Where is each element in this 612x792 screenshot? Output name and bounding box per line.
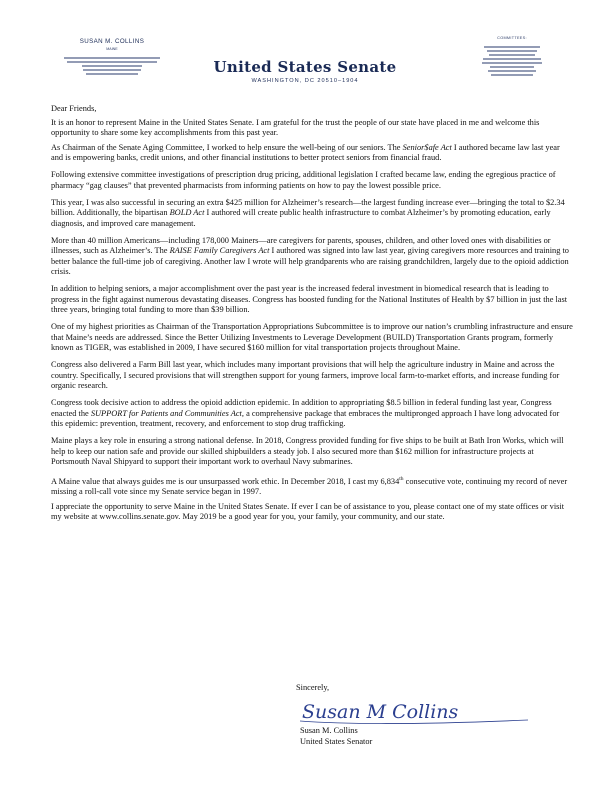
paragraph-text: A Maine value that always guides me is our unsurpassed work ethic. In December 2018, I cast my 6,834 <box>51 477 400 487</box>
paragraph-text: I authored will create public health infrastructure to combat Alzheimer’s by promoting education, early diagnosis, and improved care management. <box>51 208 551 228</box>
paragraph-text: I authored was signed into law last year, giving caregivers more resources and training to better balance the full-time job of caregiving. Another law I wrote will help grandparents who are raising grandchildren, largely due to the opioid addiction crisis. <box>51 246 569 276</box>
paragraph-work-ethic <box>51 474 573 497</box>
paragraph-alzheimers <box>51 198 573 229</box>
paragraph-text: More than 40 million Americans—including 178,000 Mainers—are caregivers for parents, spouses, children, and other loved ones with disabilities or illnesses, such as Alzheimer’s. The <box>51 236 551 256</box>
act-name: SUPPORT for Patients and Communities Act <box>90 408 242 418</box>
office-addresses-illegible <box>52 57 172 75</box>
paragraph-text: As Chairman of the Senate Aging Committee, I worked to help ensure the well-being of our seniors. The <box>51 142 403 152</box>
letter-body <box>51 104 573 529</box>
paragraph-farm-bill: Congress also delivered a Farm Bill last year, which includes many important provisions that will help the agriculture industry in Maine and across the country. Specifically, I secured provisions that will strengthen support for young farmers, improve local farm-to-market efforts, and increase funding for organic research. <box>51 360 560 390</box>
paragraph-closing-remarks: I appreciate the opportunity to serve Maine in the United States Senate. If ever I can be of assistance to you, please contact one of my state offices or visit my website at www.collins.senate.gov. May 2019 be a good year for you, your family, your community, and our state. <box>51 501 565 521</box>
salutation: Dear Friends, <box>51 104 97 113</box>
letterhead-center-block <box>180 58 430 84</box>
closing: Sincerely, <box>296 683 330 692</box>
paragraph-intro: It is an honor to represent Maine in the United States Senate. I am grateful for the trust the people of our state have placed in me and welcome this opportunity to share some key accomplishments from this past year. <box>51 118 540 138</box>
senate-title: United States Senate <box>213 58 397 76</box>
signature-script: Susan M Collins <box>302 701 459 723</box>
paragraph-defense: Maine plays a key role in ensuring a strong national defense. In 2018, Congress provided funding for five ships to be built at Bath Iron Works, which will help to keep our nation safe and provide our skilled shipbuilders a steady job. I also secured more than $162 million for infrastructure projects at Portsmouth Naval Shipyard to support their important work to overhaul Navy submarines. <box>51 436 564 466</box>
signature <box>296 694 536 728</box>
paragraph-drug-pricing: Following extensive committee investigations of prescription drug pricing, additional legislation I crafted became law, ending the egregious practice of pharmacy “gag clauses” that prevented pharmacists from informing patients on how to pay the lowest possible price. <box>51 170 556 190</box>
committee-list-illegible <box>462 46 562 76</box>
letterhead-right-block <box>462 36 562 78</box>
signer-name: Susan M. Collins <box>300 726 358 735</box>
paragraph-text: This year, I was also successful in securing an extra $425 million for Alzheimer’s research—the largest funding increase ever—bringing the total to $2.34 billion. Additionally, the bipartisan <box>51 198 565 218</box>
paragraph-opioid <box>51 398 573 429</box>
signer-title: United States Senator <box>300 737 373 746</box>
paragraph-text: Congress took decisive action to address the opioid addiction epidemic. In addition to appropriating $8.5 billion in federal funding last year, Congress enacted the <box>51 398 552 418</box>
state-label: MAINE <box>106 47 118 51</box>
committees-label: COMMITTEES: <box>497 36 527 40</box>
act-name: Senior$afe Act <box>402 142 452 152</box>
paragraph-text: consecutive vote, continuing my record of never missing a roll-call vote since my Senate service began in 1997. <box>51 477 568 497</box>
ordinal-suffix: th <box>399 476 404 483</box>
paragraph-transportation: One of my highest priorities as Chairman of the Transportation Appropriations Subcommittee is to improve our nation’s crumbling infrastructure and ensure that Maine’s needs are addressed. Since the Better Utilizing Investments to Leverage Development (BUILD) Transportation Grants program, formerly known as TIGER, was established in 2009, I have secured $160 million for vital transportation projects throughout Maine. <box>51 322 573 352</box>
senate-address: WASHINGTON, DC 20510–1904 <box>251 78 359 84</box>
paragraph-aging-committee <box>51 143 573 163</box>
act-name: RAISE Family Caregivers Act <box>169 246 270 256</box>
paragraph-biomedical-research: In addition to helping seniors, a major accomplishment over the past year is the increased federal investment in biomedical research that is leading to progress in the fight against numerous devastating diseases. Congress has boosted funding for the National Institutes of Health by $7 billion in just the last three years, bringing total funding to more than $39 billion. <box>51 284 568 314</box>
letterhead <box>0 0 612 100</box>
letterhead-left-block <box>52 38 172 77</box>
senator-name-header: SUSAN M. COLLINS <box>79 38 145 45</box>
paragraph-caregivers <box>51 236 573 277</box>
paragraph-text: I authored became law last year and is empowering banks, credit unions, and other financial institutions to better protect seniors from financial fraud. <box>51 142 560 162</box>
act-name: BOLD Act <box>169 208 205 218</box>
paragraph-text: , a comprehensive package that embraces the multipronged approach I have long advocated for this epidemic: prevention, treatment, recovery, and enforcement to stop drug trafficking. <box>51 408 560 428</box>
